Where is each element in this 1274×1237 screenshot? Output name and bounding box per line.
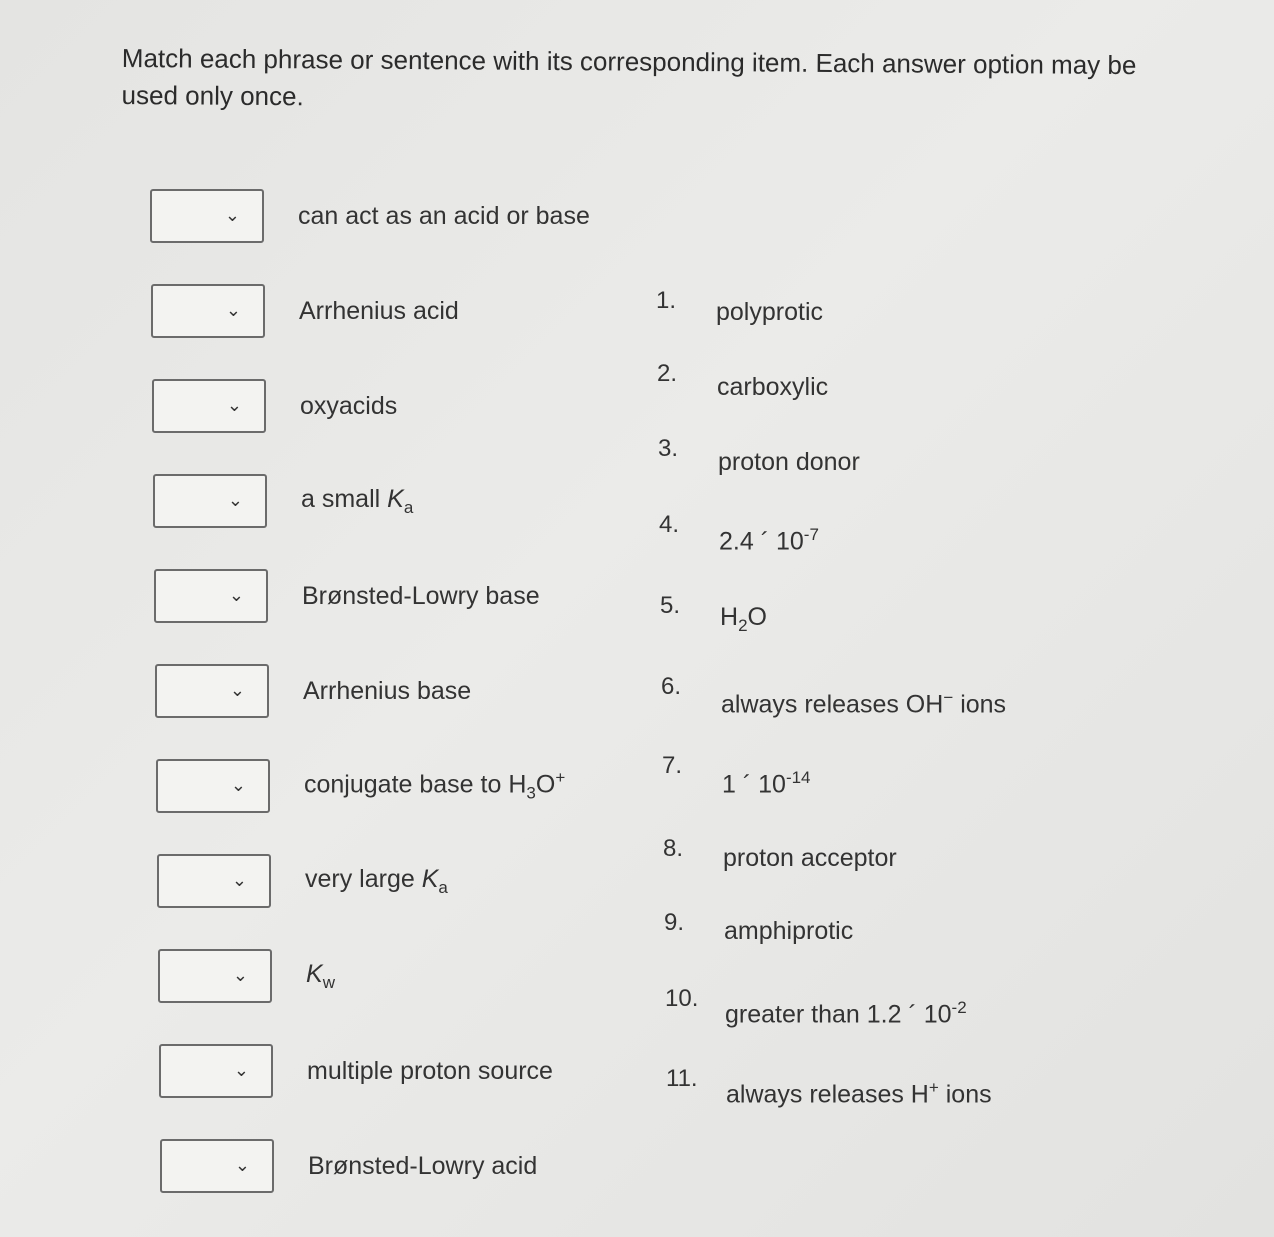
phrase-label — [304, 768, 565, 803]
match-row-10 — [159, 1044, 553, 1098]
item-after: O — [747, 603, 767, 631]
phrase-text: conjugate base to H — [304, 770, 527, 799]
match-row-7 — [156, 759, 565, 813]
answer-select-6[interactable] — [155, 664, 269, 718]
exponent: -2 — [951, 998, 967, 1017]
item-number: 3. — [658, 435, 679, 462]
item-label: amphiprotic — [724, 917, 854, 945]
item-number: 11. — [666, 1065, 698, 1092]
item-base: always releases H — [726, 1080, 929, 1109]
phrase-label — [305, 865, 448, 898]
item-number: 10. — [665, 985, 699, 1012]
item-number: 5. — [660, 592, 681, 619]
phrase-text-after: O — [535, 770, 556, 799]
answer-select-2[interactable] — [151, 284, 265, 338]
match-row-9 — [158, 949, 335, 1003]
answer-select-10[interactable] — [159, 1044, 273, 1098]
item-number: 4. — [659, 511, 680, 538]
phrase-label: Brønsted-Lowry base — [302, 581, 540, 610]
item-label: carboxylic — [717, 373, 829, 401]
phrase-label: Arrhenius acid — [299, 296, 459, 325]
exponent: -7 — [803, 525, 819, 544]
k-subscript: a — [438, 877, 448, 897]
chevron-down-icon: ⌄ — [230, 775, 246, 796]
item-label — [721, 688, 1006, 719]
chevron-down-icon: ⌄ — [232, 965, 248, 986]
phrase-text: very large — [305, 864, 422, 893]
answer-select-7[interactable] — [156, 759, 270, 813]
superscript: − — [943, 688, 954, 707]
match-row-2 — [151, 284, 459, 338]
phrase-text: a small — [301, 484, 388, 513]
answer-select-1[interactable] — [150, 189, 264, 243]
item-label — [726, 1078, 992, 1109]
item-number: 9. — [664, 909, 685, 936]
k-symbol: K — [421, 864, 439, 893]
item-base: H — [720, 603, 739, 631]
k-subscript: w — [322, 972, 335, 992]
item-base: always releases OH — [721, 690, 944, 719]
chevron-down-icon: ⌄ — [231, 870, 247, 891]
phrase-label: Brønsted-Lowry acid — [308, 1151, 538, 1180]
item-label: proton acceptor — [723, 844, 897, 872]
phrase-label — [306, 960, 335, 993]
subscript: 2 — [738, 616, 748, 635]
chevron-down-icon: ⌄ — [226, 395, 242, 416]
item-base: 2.4 ´ 10 — [719, 527, 804, 556]
match-row-5 — [154, 569, 540, 623]
chevron-down-icon: ⌄ — [233, 1060, 249, 1081]
k-subscript: a — [403, 497, 414, 517]
item-base: 1 ´ 10 — [722, 770, 786, 799]
item-label — [725, 998, 967, 1029]
phrase-label: multiple proton source — [307, 1056, 553, 1085]
match-row-8 — [157, 854, 448, 908]
phrase-label: can act as an acid or base — [298, 201, 590, 230]
chevron-down-icon: ⌄ — [229, 680, 245, 701]
instructions-text: Match each phrase or sentence with its corresponding item. Each answer option may be used only once. — [121, 42, 1137, 112]
phrase-label — [301, 485, 413, 518]
chevron-down-icon: ⌄ — [228, 585, 244, 606]
subscript: 3 — [526, 783, 536, 803]
item-number: 7. — [662, 752, 683, 779]
chevron-down-icon: ⌄ — [225, 300, 241, 321]
answer-select-3[interactable] — [152, 379, 266, 433]
item-label — [720, 603, 767, 636]
chevron-down-icon: ⌄ — [227, 490, 243, 511]
item-number: 2. — [657, 360, 678, 387]
phrase-label: oxyacids — [300, 391, 398, 420]
match-row-6 — [155, 664, 471, 718]
item-label: polyprotic — [716, 298, 823, 326]
item-label — [722, 768, 811, 799]
superscript: + — [928, 1078, 939, 1097]
answer-select-5[interactable] — [154, 569, 268, 623]
match-row-1 — [150, 189, 590, 243]
item-after: ions — [953, 690, 1007, 719]
item-after: ions — [938, 1080, 992, 1109]
item-number: 8. — [663, 835, 684, 862]
k-symbol: K — [306, 959, 323, 988]
answer-select-9[interactable] — [158, 949, 272, 1003]
match-row-3 — [152, 379, 397, 433]
item-number: 1. — [656, 287, 677, 314]
phrase-label: Arrhenius base — [303, 676, 472, 705]
chevron-down-icon: ⌄ — [234, 1155, 250, 1176]
item-base: greater than 1.2 ´ 10 — [725, 1000, 952, 1029]
chevron-down-icon: ⌄ — [224, 205, 240, 226]
match-row-4 — [153, 474, 413, 528]
item-label — [719, 525, 819, 556]
answer-select-11[interactable] — [160, 1139, 274, 1193]
k-symbol: K — [387, 484, 404, 513]
answer-select-4[interactable] — [153, 474, 267, 528]
answer-select-8[interactable] — [157, 854, 271, 908]
superscript: + — [555, 768, 566, 788]
item-number: 6. — [661, 673, 682, 700]
item-label: proton donor — [718, 448, 860, 476]
exponent: -14 — [785, 768, 811, 787]
match-row-11 — [160, 1139, 537, 1193]
